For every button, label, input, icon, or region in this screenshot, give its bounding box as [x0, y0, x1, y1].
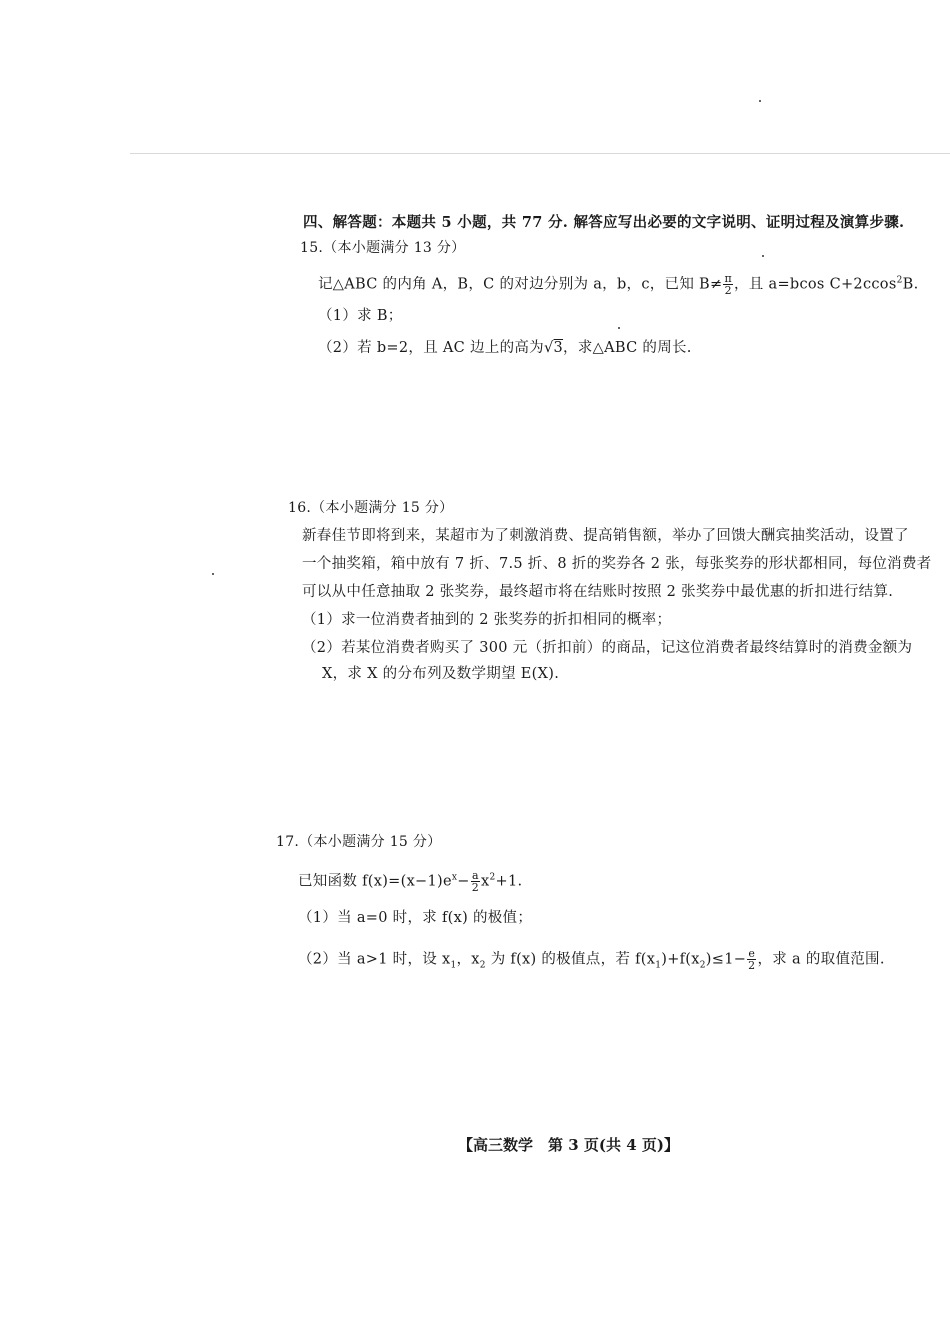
q17-part2-text: )≤1−	[705, 951, 747, 968]
q17-part2	[298, 948, 885, 971]
fraction-denominator: 2	[724, 284, 732, 297]
subscript: 1	[655, 960, 662, 971]
q16-part2-line: （2）若某位消费者购买了 300 元（折扣前）的商品，记这位消费者最终结算时的消费金额为	[302, 640, 913, 656]
fraction-denominator: 2	[471, 881, 480, 894]
q17-part2-text: ，求 a 的取值范围.	[757, 951, 885, 968]
q17-fraction	[471, 870, 480, 893]
subscript: 1	[450, 960, 457, 971]
q17-stem	[298, 870, 522, 893]
scan-speck	[618, 327, 620, 329]
q17-stem-text: +1.	[495, 873, 523, 890]
subscript: 2	[479, 960, 486, 971]
q16-stem-line: 一个抽奖箱，箱中放有 7 折、7.5 折、8 折的奖券各 2 张，每张奖券的形状都相同，每位消费者	[302, 556, 932, 572]
subscript: 2	[699, 960, 706, 971]
q15-fraction	[723, 273, 733, 296]
scan-speck	[762, 255, 764, 257]
q16-title: 16.（本小题满分 15 分）	[288, 500, 454, 516]
q16-part1: （1）求一位消费者抽到的 2 张奖券的折扣相同的概率；	[302, 612, 672, 628]
q17-stem-text: −	[457, 873, 470, 890]
q17-part2-text: （2）当 a>1 时，设 x	[298, 951, 451, 968]
q15-part1: （1）求 B；	[318, 308, 403, 324]
scan-border-line	[130, 153, 950, 154]
q17-stem-text: 已知函数 f(x)=(x−1)e	[298, 873, 452, 890]
q17-part2-text: )+f(x	[661, 951, 700, 968]
q15-part2-text: （2）若 b=2，且 AC 边上的高为√	[318, 340, 554, 356]
section-heading: 四、解答题：本题共 5 小题，共 77 分. 解答应写出必要的文字说明、证明过程及演算步骤.	[303, 214, 905, 231]
q16-stem-line: 可以从中任意抽取 2 张奖券，最终超市将在结账时按照 2 张奖券中最优惠的折扣进行结算.	[302, 584, 894, 600]
q16-part2-line: X，求 X 的分布列及数学期望 E(X).	[322, 666, 560, 682]
q17-title: 17.（本小题满分 15 分）	[276, 834, 442, 850]
q15-stem-text: B.	[902, 276, 919, 293]
scan-speck	[212, 573, 214, 575]
fraction-numerator: e	[748, 947, 756, 960]
q17-stem-text: x	[481, 873, 490, 890]
q15-part2	[318, 338, 692, 358]
q15-stem-text: ，且 a=bcos C+2ccos	[734, 276, 897, 293]
q17-part2-text: ，x	[456, 951, 480, 968]
superscript: x	[451, 872, 458, 883]
superscript: 2	[896, 275, 903, 286]
fraction-numerator: π	[724, 272, 732, 285]
superscript: 2	[489, 872, 496, 883]
q15-stem-text: 记△ABC 的内角 A，B，C 的对边分别为 a，b，c，已知 B≠	[318, 276, 723, 293]
q16-stem-line: 新春佳节即将到来，某超市为了刺激消费、提高销售额，举办了回馈大酬宾抽奖活动，设置了	[302, 528, 909, 544]
scan-speck	[759, 100, 761, 102]
q17-part2-text: 为 f(x) 的极值点，若 f(x	[485, 951, 656, 968]
q15-stem	[318, 273, 918, 296]
fraction-denominator: 2	[748, 959, 756, 972]
page-footer: 【高三数学 第 3 页(共 4 页)】	[458, 1136, 679, 1154]
fraction-numerator: a	[471, 869, 479, 882]
sqrt-radicand: 3	[553, 340, 564, 356]
q15-title: 15.（本小题满分 13 分）	[300, 240, 466, 256]
q17-fraction	[747, 948, 756, 971]
q15-part2-text: ，求△ABC 的周长.	[563, 340, 692, 356]
q17-part1: （1）当 a=0 时，求 f(x) 的极值；	[298, 910, 533, 926]
